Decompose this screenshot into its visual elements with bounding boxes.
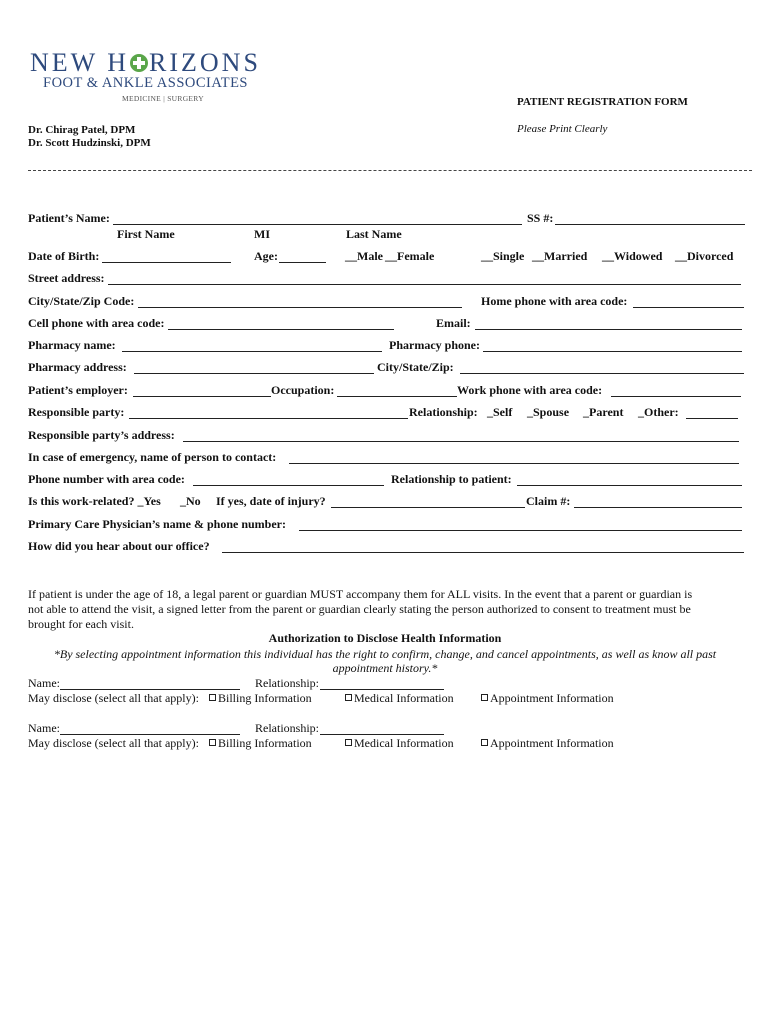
- injury-date-field[interactable]: [331, 507, 525, 508]
- medical-cross-icon: [130, 54, 148, 72]
- person1-name-label: Name:: [28, 676, 60, 690]
- dob-field[interactable]: [102, 262, 231, 263]
- header-divider: [28, 170, 752, 171]
- pharmacy-name-field[interactable]: [122, 351, 382, 352]
- pharmacy-phone-label: Pharmacy phone:: [389, 338, 480, 352]
- age-field[interactable]: [279, 262, 326, 263]
- checkbox-icon[interactable]: [345, 739, 352, 746]
- authorization-title: Authorization to Disclose Health Information: [268, 631, 502, 645]
- pharmacy-csz-label: City/State/Zip:: [377, 360, 454, 374]
- doctor-name-1: Dr. Chirag Patel, DPM: [28, 124, 136, 136]
- female-option[interactable]: __Female: [385, 249, 435, 263]
- authorization-note-line-1: *By selecting appointment information this individual has the right to confirm, change, and cancel appointments, as well as know all past: [53, 647, 717, 661]
- claim-field[interactable]: [574, 507, 742, 508]
- pharmacy-address-field[interactable]: [134, 373, 374, 374]
- person1-name-field[interactable]: [60, 689, 240, 690]
- emergency-contact-field[interactable]: [289, 463, 739, 464]
- widowed-option[interactable]: __Widowed: [602, 249, 663, 263]
- responsible-address-field[interactable]: [183, 441, 739, 442]
- logo-text-pre: NEW H: [30, 48, 130, 77]
- relationship-patient-field[interactable]: [517, 485, 742, 486]
- billing-label: Billing Information: [218, 736, 312, 750]
- form-title: PATIENT REGISTRATION FORM: [517, 96, 688, 108]
- logo-wordmark: [30, 48, 261, 78]
- cell-phone-field[interactable]: [168, 329, 394, 330]
- hear-about-field[interactable]: [222, 552, 744, 553]
- patient-name-label: Patient’s Name:: [28, 211, 110, 225]
- divorced-option[interactable]: __Divorced: [675, 249, 734, 263]
- city-state-zip-field[interactable]: [138, 307, 462, 308]
- person1-disclose-label: May disclose (select all that apply):: [28, 691, 199, 705]
- person1-relationship-field[interactable]: [320, 689, 444, 690]
- person1-medical-option[interactable]: [345, 691, 454, 706]
- home-phone-label: Home phone with area code:: [481, 294, 628, 308]
- mi-caption: MI: [254, 227, 270, 241]
- claim-label: Claim #:: [526, 494, 571, 508]
- single-option[interactable]: __Single: [481, 249, 525, 263]
- parent-option[interactable]: _Parent: [583, 405, 624, 419]
- city-state-zip-label: City/State/Zip Code:: [28, 294, 135, 308]
- doctor-name-2: Dr. Scott Hudzinski, DPM: [28, 137, 151, 149]
- dob-label: Date of Birth:: [28, 249, 100, 263]
- responsible-party-field[interactable]: [129, 418, 408, 419]
- email-label: Email:: [436, 316, 471, 330]
- no-option[interactable]: _No: [180, 494, 201, 508]
- authorization-note-line-2: appointment history.*: [332, 661, 438, 675]
- ss-label: SS #:: [527, 211, 554, 225]
- work-related-label[interactable]: Is this work-related? _Yes: [28, 494, 161, 508]
- home-phone-field[interactable]: [633, 307, 744, 308]
- checkbox-icon[interactable]: [481, 694, 488, 701]
- hear-about-label: How did you hear about our office?: [28, 539, 210, 553]
- checkbox-icon[interactable]: [209, 694, 216, 701]
- male-option[interactable]: __Male: [345, 249, 383, 263]
- ss-field[interactable]: [555, 224, 745, 225]
- employer-field[interactable]: [133, 396, 271, 397]
- minor-notice-line-2: not able to attend the visit, a signed letter from the parent or guardian clearly stating the person authorized to consent to treatment must be: [28, 602, 691, 616]
- pharmacy-csz-field[interactable]: [460, 373, 744, 374]
- logo-subtitle: FOOT & ANKLE ASSOCIATES: [43, 75, 248, 91]
- logo-tagline: MEDICINE | SURGERY: [122, 94, 204, 103]
- person1-billing-option[interactable]: [209, 691, 312, 706]
- pharmacy-phone-field[interactable]: [483, 351, 742, 352]
- street-field[interactable]: [108, 284, 741, 285]
- medical-label: Medical Information: [354, 691, 454, 705]
- practice-logo: [30, 48, 261, 103]
- responsible-address-label: Responsible party’s address:: [28, 428, 175, 442]
- person2-relationship-field[interactable]: [320, 734, 444, 735]
- responsible-party-label: Responsible party:: [28, 405, 125, 419]
- pcp-field[interactable]: [299, 530, 742, 531]
- spouse-option[interactable]: _Spouse: [527, 405, 570, 419]
- minor-notice-line-1: If patient is under the age of 18, a legal parent or guardian MUST accompany them for ALL visits. In the event that a parent or guardian is: [28, 587, 693, 601]
- checkbox-icon[interactable]: [345, 694, 352, 701]
- minor-notice-line-3: brought for each visit.: [28, 617, 134, 631]
- street-label: Street address:: [28, 271, 105, 285]
- self-option[interactable]: _Self: [487, 405, 513, 419]
- work-phone-field[interactable]: [611, 396, 741, 397]
- print-clearly-note: Please Print Clearly: [517, 123, 608, 135]
- injury-date-label: If yes, date of injury?: [216, 494, 326, 508]
- patient-name-field[interactable]: [113, 224, 522, 225]
- medical-label: Medical Information: [354, 736, 454, 750]
- relationship-patient-label: Relationship to patient:: [391, 472, 512, 486]
- work-phone-label: Work phone with area code:: [457, 383, 603, 397]
- person2-name-label: Name:: [28, 721, 60, 735]
- person1-relationship-label: Relationship:: [255, 676, 319, 690]
- logo-text-post: RIZONS: [149, 48, 261, 77]
- employer-label: Patient’s employer:: [28, 383, 128, 397]
- married-option[interactable]: __Married: [532, 249, 588, 263]
- pharmacy-address-label: Pharmacy address:: [28, 360, 127, 374]
- person2-relationship-label: Relationship:: [255, 721, 319, 735]
- occupation-label: Occupation:: [271, 383, 335, 397]
- person1-appointment-option[interactable]: [481, 691, 614, 706]
- last-name-caption: Last Name: [346, 227, 402, 241]
- appointment-label: Appointment Information: [490, 736, 614, 750]
- person2-disclose-label: May disclose (select all that apply):: [28, 736, 199, 750]
- person2-billing-option[interactable]: [209, 736, 312, 751]
- emergency-contact-label: In case of emergency, name of person to contact:: [28, 450, 277, 464]
- other-option[interactable]: _Other:: [638, 405, 679, 419]
- relationship-label: Relationship:: [409, 405, 478, 419]
- checkbox-icon[interactable]: [209, 739, 216, 746]
- first-name-caption: First Name: [117, 227, 175, 241]
- email-field[interactable]: [475, 329, 742, 330]
- other-field[interactable]: [686, 418, 738, 419]
- pcp-label: Primary Care Physician’s name & phone number:: [28, 517, 286, 531]
- checkbox-icon[interactable]: [481, 739, 488, 746]
- appointment-label: Appointment Information: [490, 691, 614, 705]
- person2-name-field[interactable]: [60, 734, 240, 735]
- billing-label: Billing Information: [218, 691, 312, 705]
- occupation-field[interactable]: [337, 396, 457, 397]
- person2-medical-option[interactable]: [345, 736, 454, 751]
- pharmacy-name-label: Pharmacy name:: [28, 338, 116, 352]
- cell-phone-label: Cell phone with area code:: [28, 316, 165, 330]
- phone-area-label: Phone number with area code:: [28, 472, 185, 486]
- age-label: Age:: [254, 249, 278, 263]
- phone-area-field[interactable]: [193, 485, 384, 486]
- person2-appointment-option[interactable]: [481, 736, 614, 751]
